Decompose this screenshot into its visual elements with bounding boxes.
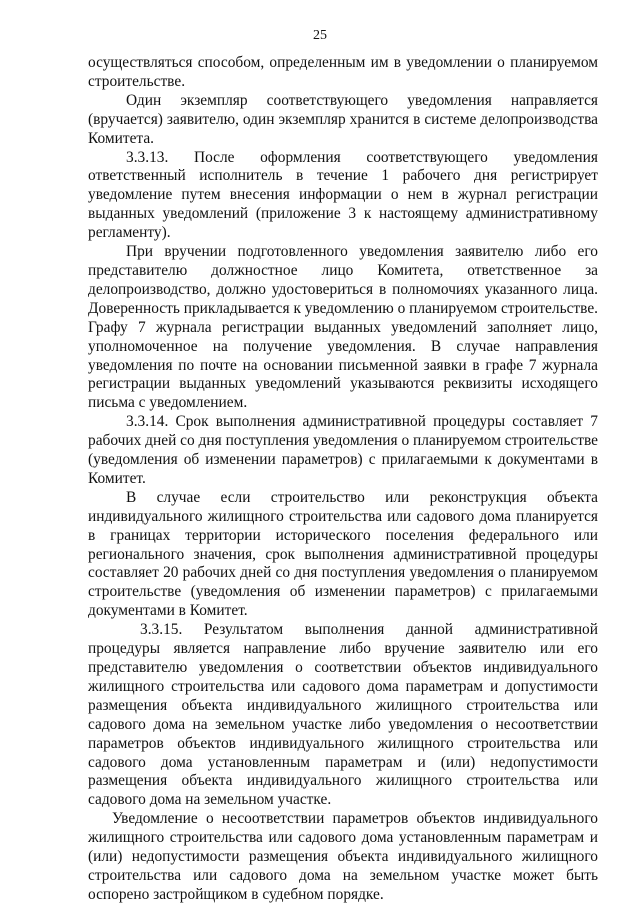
paragraph-historic-settlement: В случае если строительство или реконструкция объекта индивидуального жилищного строительства или садового дома планируется в границах территории исторического поселения федерального или регионального значения, срок выполнения административной процедуры составляет 20 рабочих дней со дня поступления уведомления о планируемом строительстве (уведомления об изменении параметров) с прилагаемыми документами в Комитет. (88, 488, 598, 620)
document-body (88, 54, 598, 905)
paragraph-appeal: Уведомление о несоответствии параметров объектов индивидуального жилищного строительства или садового дома установленным параметрам и (или) недопустимости размещения объекта индивидуального жилищного строительства или садового дома на земельном участке может быть оспорено застройщиком в судебном порядке. (88, 810, 598, 903)
paragraph-handover: При вручении подготовленного уведомления заявителю либо его представителю должностное лицо Комитета, ответственное за делопроизводство, должно удостовериться в полномочиях указанного лица. Доверенность прикладывается к уведомлению о планируемом строительстве. Графу 7 журнала регистрации выданных уведомлений заполняет лицо, уполномоченное на получение уведомления. В случае направления уведомления по почте на основании письменной заявки в графе 7 журнала регистрации выданных уведомлений указываются реквизиты исходящего письма с уведомлением. (88, 243, 598, 412)
paragraph-3-3-14: 3.3.14. Срок выполнения административной процедуры составляет 7 рабочих дней со дня поступления уведомления о планируемом строительстве (уведомления об изменении параметров) с прилагаемыми к документами в Комитет. (88, 413, 598, 487)
page-number: 25 (313, 28, 327, 43)
paragraph-3-3-15: 3.3.15. Результатом выполнения данной административной процедуры является направление либо вручение заявителю или его представителю уведомления о соответствии объектов индивидуального жилищного строительства или садового дома параметрам и допустимости размещения объекта индивидуального жилищного строительства или садового дома на земельном участке либо уведомления о несоответствии параметров объектов индивидуального жилищного строительства или садового дома установленным параметрам и (или) недопустимости размещения объекта индивидуального жилищного строительства или садового дома на земельном участке. (88, 621, 598, 809)
paragraph-copy-distribution: Один экземпляр соответствующего уведомления направляется (вручается) заявителю, один экземпляр хранится в системе делопроизводства Комитета. (88, 91, 598, 147)
paragraph-continuation: осуществляться способом, определенным им в уведомлении о планируемом строительстве. (88, 54, 598, 90)
paragraph-3-3-13: 3.3.13. После оформления соответствующего уведомления ответственный исполнитель в течение 1 рабочего дня регистрирует уведомление путем внесения информации о нем в журнал регистрации выданных уведомлений (приложение 3 к настоящему административному регламенту). (88, 148, 598, 242)
